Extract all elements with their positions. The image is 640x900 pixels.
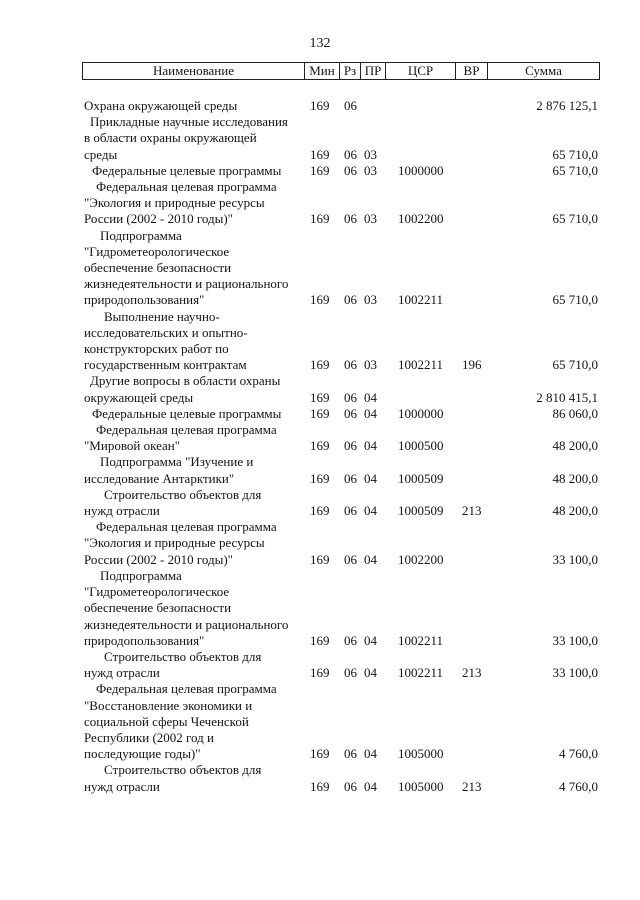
row-name-line: природопользования" xyxy=(84,292,205,308)
header-rz: Рз xyxy=(340,63,361,79)
row-sum: 2 876 125,1 xyxy=(536,98,598,113)
row-pr: 04 xyxy=(364,746,377,762)
row-min: 169 xyxy=(310,438,330,454)
header-sum: Сумма xyxy=(525,63,562,78)
table-row xyxy=(82,568,598,649)
row-sum: 65 710,0 xyxy=(552,146,598,162)
row-name-line: "Экология и природные ресурсы xyxy=(84,195,265,211)
row-name-line: Охрана окружающей среды xyxy=(84,98,238,113)
table-row xyxy=(82,649,598,681)
row-pr: 04 xyxy=(364,778,377,794)
row-pr: 03 xyxy=(364,357,377,373)
header-csr: ЦСР xyxy=(386,63,456,79)
row-min: 169 xyxy=(310,211,330,227)
row-rz: 06 xyxy=(344,389,357,405)
row-pr: 04 xyxy=(364,632,377,648)
row-rz: 06 xyxy=(344,551,357,567)
page-number: 132 xyxy=(309,36,331,51)
row-name xyxy=(82,163,304,179)
row-sum: 65 710,0 xyxy=(552,211,598,227)
row-min: 169 xyxy=(310,665,330,681)
row-name xyxy=(82,454,304,486)
row-name-line: исследование Антарктики" xyxy=(84,470,235,486)
row-name xyxy=(82,762,304,794)
row-pr: 04 xyxy=(364,438,377,454)
row-pr: 04 xyxy=(364,503,377,519)
row-name-line: жизнедеятельности и рационального xyxy=(84,276,289,292)
row-csr: 1000509 xyxy=(398,503,444,519)
row-name-line: нужд отрасли xyxy=(84,503,160,519)
row-sum: 48 200,0 xyxy=(552,470,598,486)
row-name-line: Федеральная целевая программа xyxy=(96,179,277,195)
row-name xyxy=(82,228,304,309)
row-vr: 196 xyxy=(462,357,482,373)
row-csr: 1005000 xyxy=(398,746,444,762)
row-pr: 04 xyxy=(364,665,377,681)
table-body xyxy=(82,84,598,795)
row-name-line: Подпрограмма xyxy=(100,567,182,583)
row-min: 169 xyxy=(310,389,330,405)
header-vr: ВР xyxy=(456,63,488,79)
row-sum: 65 710,0 xyxy=(552,357,598,373)
row-name-line: "Гидрометеорологическое xyxy=(84,584,230,600)
row-name xyxy=(82,681,304,762)
row-sum: 86 060,0 xyxy=(552,405,598,421)
row-csr: 1000500 xyxy=(398,438,444,454)
row-name-line: нужд отрасли xyxy=(84,665,160,681)
row-name-line: Федеральная целевая программа xyxy=(96,422,277,438)
row-name-line: Подпрограмма xyxy=(100,227,182,243)
row-sum: 33 100,0 xyxy=(552,665,598,681)
row-name-line: Федеральная целевая программа xyxy=(96,519,277,535)
row-name-line: Федеральные целевые программы xyxy=(92,162,282,178)
row-pr: 03 xyxy=(364,292,377,308)
row-pr: 04 xyxy=(364,389,377,405)
row-name xyxy=(82,422,304,454)
row-vr: 213 xyxy=(462,665,482,681)
row-name-line: Строительство объектов для xyxy=(104,648,262,664)
row-name-line: обеспечение безопасности xyxy=(84,260,232,276)
row-name-line: среды xyxy=(84,146,118,162)
row-csr: 1002211 xyxy=(398,357,444,373)
table-row xyxy=(82,228,598,309)
row-csr: 1002211 xyxy=(398,292,444,308)
table-row xyxy=(82,519,598,568)
row-min: 169 xyxy=(310,470,330,486)
row-vr: 213 xyxy=(462,503,482,519)
row-rz: 06 xyxy=(344,211,357,227)
row-name xyxy=(82,179,304,228)
row-vr: 213 xyxy=(462,778,482,794)
row-min: 169 xyxy=(310,292,330,308)
row-pr: 03 xyxy=(364,162,377,178)
row-name-line: Федеральная целевая программа xyxy=(96,681,277,697)
row-name xyxy=(82,114,304,163)
row-name-line: "Гидрометеорологическое xyxy=(84,243,230,259)
row-rz: 06 xyxy=(344,778,357,794)
row-name xyxy=(82,568,304,649)
row-name-line: Выполнение научно- xyxy=(104,308,220,324)
row-rz: 06 xyxy=(344,470,357,486)
row-name-line: природопользования" xyxy=(84,632,205,648)
row-csr: 1002211 xyxy=(398,632,444,648)
row-name-line: нужд отрасли xyxy=(84,778,160,794)
row-name-line: Строительство объектов для xyxy=(104,486,262,502)
row-name xyxy=(82,309,304,374)
row-pr: 04 xyxy=(364,405,377,421)
row-rz: 06 xyxy=(344,503,357,519)
row-sum: 65 710,0 xyxy=(552,162,598,178)
row-min: 169 xyxy=(310,632,330,648)
row-rz: 06 xyxy=(344,98,357,113)
row-min: 169 xyxy=(310,503,330,519)
row-name-line: социальной сферы Чеченской xyxy=(84,713,249,729)
row-csr: 1002200 xyxy=(398,211,444,227)
row-name-line: Прикладные научные исследования xyxy=(90,114,288,130)
table-row xyxy=(82,406,598,422)
row-min: 169 xyxy=(310,746,330,762)
row-rz: 06 xyxy=(344,746,357,762)
table-header xyxy=(82,62,600,80)
row-pr: 03 xyxy=(364,211,377,227)
row-min: 169 xyxy=(310,162,330,178)
row-name xyxy=(82,406,304,422)
table-row xyxy=(82,373,598,405)
row-sum: 4 760,0 xyxy=(559,778,598,794)
row-csr: 1000000 xyxy=(398,405,444,421)
row-rz: 06 xyxy=(344,292,357,308)
table-row xyxy=(82,681,598,762)
row-name-line: последующие годы)" xyxy=(84,746,201,762)
row-name-line: государственным контрактам xyxy=(84,357,247,373)
table-row xyxy=(82,179,598,228)
row-csr: 1000509 xyxy=(398,470,444,486)
row-name-line: Другие вопросы в области охраны xyxy=(90,373,281,389)
row-sum: 48 200,0 xyxy=(552,438,598,454)
row-min: 169 xyxy=(310,551,330,567)
row-name-line: обеспечение безопасности xyxy=(84,600,232,616)
row-min: 169 xyxy=(310,357,330,373)
row-pr: 03 xyxy=(364,146,377,162)
row-sum: 48 200,0 xyxy=(552,503,598,519)
row-sum: 65 710,0 xyxy=(552,292,598,308)
row-csr: 1000000 xyxy=(398,162,444,178)
table-row xyxy=(82,487,598,519)
row-name xyxy=(82,98,304,114)
table-row xyxy=(82,163,598,179)
table-row xyxy=(82,762,598,794)
row-rz: 06 xyxy=(344,632,357,648)
row-name xyxy=(82,519,304,568)
table-row xyxy=(82,454,598,486)
row-rz: 06 xyxy=(344,357,357,373)
row-rz: 06 xyxy=(344,162,357,178)
row-name-line: "Мировой океан" xyxy=(84,438,181,454)
header-name: Наименование xyxy=(83,63,305,79)
row-name-line: Республики (2002 год и xyxy=(84,729,214,745)
row-min: 169 xyxy=(310,778,330,794)
row-csr: 1005000 xyxy=(398,778,444,794)
row-name-line: исследовательских и опытно- xyxy=(84,324,248,340)
row-name-line: жизнедеятельности и рационального xyxy=(84,616,289,632)
row-min: 169 xyxy=(310,405,330,421)
row-name-line: России (2002 - 2010 годы)" xyxy=(84,551,233,567)
header-min: Мин xyxy=(305,63,340,79)
row-csr: 1002211 xyxy=(398,665,444,681)
row-sum: 4 760,0 xyxy=(559,746,598,762)
row-name-line: окружающей среды xyxy=(84,389,194,405)
row-rz: 06 xyxy=(344,405,357,421)
row-name-line: конструкторских работ по xyxy=(84,341,229,357)
row-name-line: "Восстановление экономики и xyxy=(84,697,253,713)
header-pr: ПР xyxy=(361,63,386,79)
row-pr: 04 xyxy=(364,551,377,567)
table-row xyxy=(82,422,598,454)
row-sum: 33 100,0 xyxy=(552,551,598,567)
row-name-line: Строительство объектов для xyxy=(104,762,262,778)
row-name-line: России (2002 - 2010 годы)" xyxy=(84,211,233,227)
row-rz: 06 xyxy=(344,665,357,681)
row-sum: 33 100,0 xyxy=(552,632,598,648)
row-rz: 06 xyxy=(344,438,357,454)
table-row xyxy=(82,98,598,114)
row-name-line: в области охраны окружающей xyxy=(84,130,257,146)
row-sum: 2 810 415,1 xyxy=(536,389,598,405)
row-name xyxy=(82,649,304,681)
row-name-line: Федеральные целевые программы xyxy=(92,405,282,421)
row-pr: 04 xyxy=(364,470,377,486)
row-csr: 1002200 xyxy=(398,551,444,567)
row-name-line: Подпрограмма "Изучение и xyxy=(100,454,254,470)
row-name xyxy=(82,487,304,519)
row-name xyxy=(82,373,304,405)
row-min: 169 xyxy=(310,146,330,162)
row-min: 169 xyxy=(310,98,330,113)
row-name-line: "Экология и природные ресурсы xyxy=(84,535,265,551)
table-row xyxy=(82,114,598,163)
table-row xyxy=(82,309,598,374)
row-rz: 06 xyxy=(344,146,357,162)
